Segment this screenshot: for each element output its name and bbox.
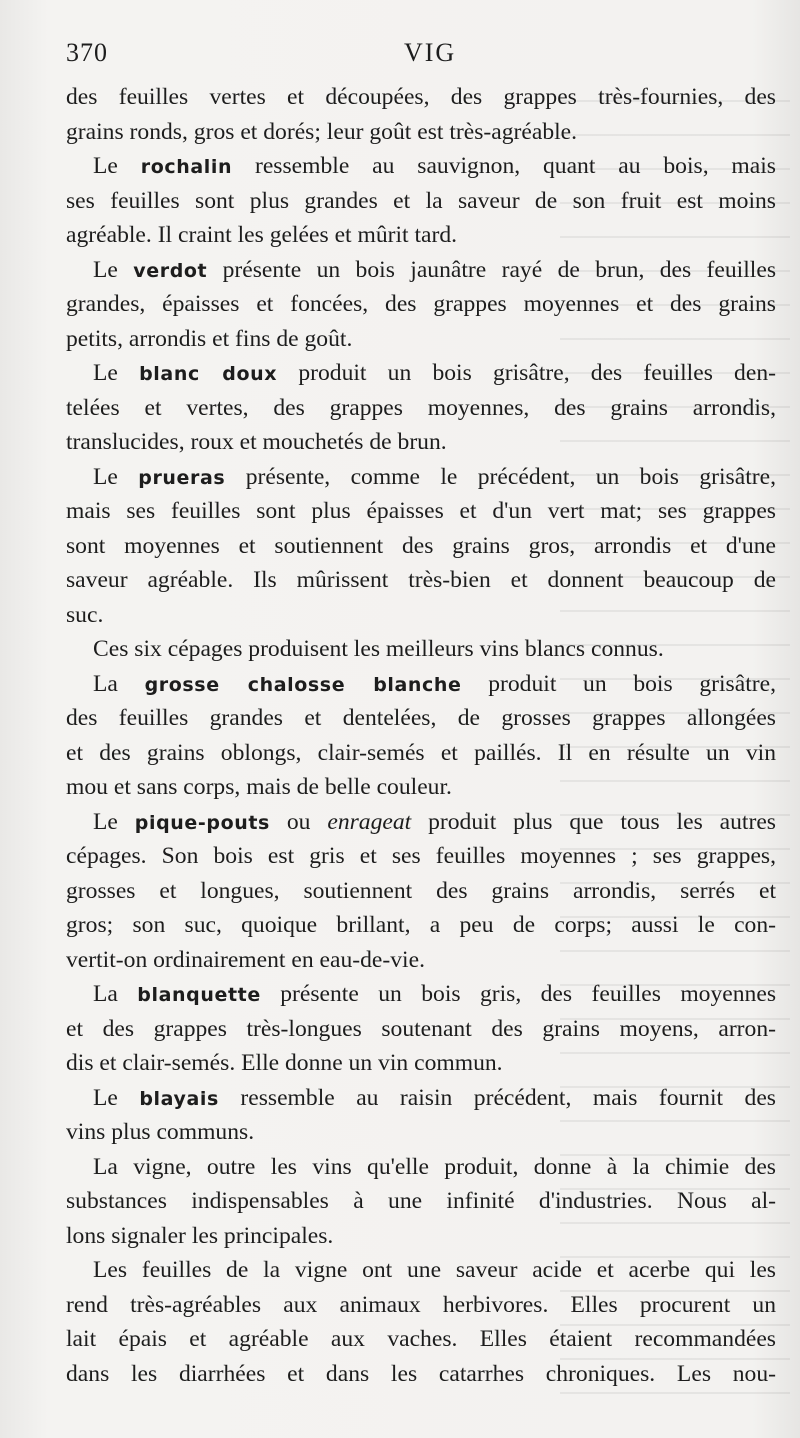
text-line xyxy=(66,1357,776,1392)
text-line xyxy=(66,1288,776,1323)
line-text: Le xyxy=(93,1084,140,1111)
line-text: Les feuilles de la vigne ont une saveur acide et acerbe qui les xyxy=(93,1257,776,1283)
line-text: telées et vertes, des grappes moyennes, des grains arrondis, xyxy=(66,394,776,421)
text-line xyxy=(66,563,776,598)
line-text: La vigne, outre les vins qu'elle produit, donne à la chimie des xyxy=(93,1153,776,1180)
line-text: produit un bois grisâtre, des feuilles den- xyxy=(277,360,776,386)
text-line xyxy=(66,287,776,322)
line-text: grosses et longues, soutiennent des grains arrondis, serrés et xyxy=(66,877,776,904)
line-text: mais ses feuilles sont plus épaisses et d'un vert mat; ses grappes xyxy=(66,498,776,524)
line-text: Le xyxy=(93,808,135,835)
line-text: présente un bois gris, des feuilles moyennes xyxy=(260,981,776,1007)
line-text: Le xyxy=(93,463,139,490)
text-line xyxy=(66,494,776,529)
text-line xyxy=(66,149,776,184)
grape-variety-name: blanquette xyxy=(137,984,261,1006)
line-text: Le xyxy=(93,256,134,283)
text-line xyxy=(66,1253,776,1288)
line-text: lons signaler les principales. xyxy=(66,1222,334,1249)
line-text: dans les diarrhées et dans les catarrhes chroniques. Les nou- xyxy=(66,1360,776,1387)
text-line xyxy=(66,1046,776,1081)
text-line xyxy=(66,839,776,874)
text-line xyxy=(66,322,776,357)
line-text: grains ronds, gros et dorés; leur goût est très-agréable. xyxy=(66,118,578,145)
text-line xyxy=(66,632,776,667)
grape-variety-name: prueras xyxy=(138,466,226,489)
text-line xyxy=(66,391,776,426)
line-text: Ces six cépages produisent les meilleurs vins blancs connus. xyxy=(93,636,664,662)
line-text: des feuilles vertes et découpées, des grappes très-fournies, des xyxy=(66,84,776,110)
text-line xyxy=(66,529,776,564)
text-line xyxy=(66,736,776,771)
body-text xyxy=(66,80,776,1391)
text-line xyxy=(66,770,776,805)
line-text: dis et clair-semés. Elle donne un vin commun. xyxy=(66,1050,503,1076)
text-line xyxy=(66,1012,776,1047)
grape-variety-name: rochalin xyxy=(140,156,233,178)
line-text: vins plus communs. xyxy=(66,1119,255,1145)
line-text: et des grappes très-longues soutenant des grains moyens, arron- xyxy=(66,1015,776,1042)
text-line xyxy=(66,460,776,495)
line-text: vertit-on ordinairement en eau-de-vie. xyxy=(66,946,425,973)
line-text: saveur agréable. Ils mûrissent très-bien et donnent beaucoup de xyxy=(66,567,776,593)
text-line xyxy=(66,115,776,150)
page-header xyxy=(66,38,766,68)
text-line xyxy=(66,80,776,115)
text-line xyxy=(66,667,776,702)
italic-synonym: enrageat xyxy=(327,808,412,835)
text-line xyxy=(66,1150,776,1185)
text-line xyxy=(66,1081,776,1116)
text-line xyxy=(66,1115,776,1150)
line-text: des feuilles grandes et dentelées, de grosses grappes allongées xyxy=(66,705,776,731)
text-line xyxy=(66,701,776,736)
line-text: gros; son suc, quoique brillant, a peu de corps; aussi le con- xyxy=(66,912,776,938)
grape-variety-name: blayais xyxy=(139,1087,219,1110)
line-text: La xyxy=(93,670,145,697)
line-text: sont moyennes et soutiennent des grains gros, arrondis et d'une xyxy=(66,532,776,559)
text-line xyxy=(66,1184,776,1219)
line-text: agréable. Il craint les gelées et mûrit tard. xyxy=(66,222,458,248)
line-text: La xyxy=(93,981,138,1007)
text-line xyxy=(66,805,776,840)
line-text: présente, comme le précédent, un bois grisâtre, xyxy=(225,463,776,490)
line-text: ses feuilles sont plus grandes et la saveur de son fruit est moins xyxy=(66,187,776,214)
text-line xyxy=(66,943,776,978)
line-text: Le xyxy=(93,360,140,386)
text-line xyxy=(66,218,776,253)
line-text: et des grains oblongs, clair-semés et paillés. Il en résulte un vin xyxy=(66,739,776,766)
line-text: substances indispensables à une infinité d'industries. Nous al- xyxy=(66,1188,776,1214)
line-text: ressemble au raisin précédent, mais fournit des xyxy=(218,1084,776,1111)
line-text: produit un bois grisâtre, xyxy=(461,670,776,697)
text-line xyxy=(66,977,776,1012)
line-text: grandes, épaisses et foncées, des grappes moyennes et des grains xyxy=(66,291,776,317)
line-text: présente un bois jaunâtre rayé de brun, des feuilles xyxy=(207,256,776,283)
text-line xyxy=(66,1219,776,1254)
line-text: petits, arrondis et fins de goût. xyxy=(66,325,353,352)
line-text: mou et sans corps, mais de belle couleur. xyxy=(66,774,452,800)
grape-variety-name: pique-pouts xyxy=(134,811,270,834)
line-text: translucides, roux et mouchetés de brun. xyxy=(66,429,447,455)
line-text: cépages. Son bois est gris et ses feuilles moyennes ; ses grappes, xyxy=(66,843,776,869)
line-text: ressemble au sauvignon, quant au bois, mais xyxy=(232,153,776,179)
text-line xyxy=(66,425,776,460)
text-line xyxy=(66,184,776,219)
line-text: rend très-agréables aux animaux herbivores. Elles procurent un xyxy=(66,1291,776,1318)
text-line xyxy=(66,908,776,943)
running-head: VIG xyxy=(404,38,457,67)
text-line xyxy=(66,1322,776,1357)
line-text: ou xyxy=(269,808,328,835)
text-line xyxy=(66,356,776,391)
text-line xyxy=(66,598,776,633)
page-number: 370 xyxy=(66,38,108,67)
line-text: lait épais et agréable aux vaches. Elles étaient recommandées xyxy=(66,1326,776,1352)
line-text: Le xyxy=(93,153,141,179)
grape-variety-name: blanc doux xyxy=(139,363,278,385)
grape-variety-name: grosse chalosse blanche xyxy=(144,673,462,696)
line-text: produit plus que tous les autres xyxy=(411,808,776,835)
text-line xyxy=(66,874,776,909)
grape-variety-name: verdot xyxy=(133,259,208,282)
text-line xyxy=(66,253,776,288)
line-text: suc. xyxy=(66,601,104,628)
